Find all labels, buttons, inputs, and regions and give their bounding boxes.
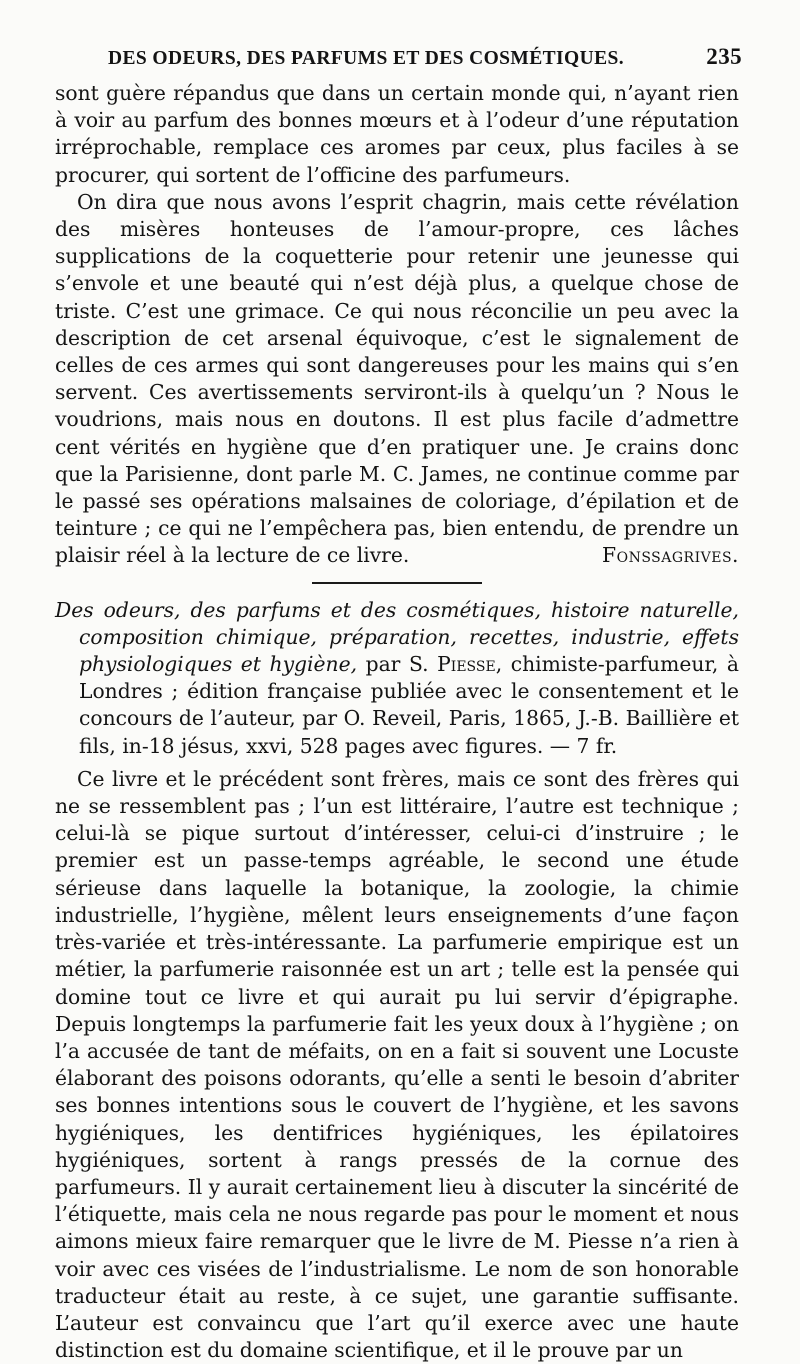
page-number: 235: [706, 44, 742, 69]
review1-paragraph-2: [55, 189, 739, 570]
citation-details: , chimiste-parfumeur, à Londres ; édition française publiée avec le consentement et le concours de l’auteur, par O. Reveil, Paris, 1865, J.-B. Baillière et fils, in-18 jésus, xxvi, 528 pages avec figures. — 7 fr.: [79, 652, 739, 758]
section-divider: [312, 582, 482, 584]
running-title: DES ODEURS, DES PARFUMS ET DES COSMÉTIQUES.: [108, 48, 625, 69]
author-prefix: par S.: [365, 652, 429, 677]
page-body: [55, 80, 739, 1364]
running-header: [108, 44, 742, 70]
review1-paragraph-2-text: On dira que nous avons l’esprit chagrin, mais cette révélation des misères honteuses de l’amour-propre, ces lâches supplications de la coquetterie pour retenir une jeunesse qui s’envole et une beauté qui n’est déjà plus, a quelque chose de triste. C’est une grimace. Ce qui nous réconcilie un peu avec la description de cet arsenal équivoque, c’est le signalement de celles de ces armes qui sont dangereuses pour les mains qui s’en servent. Ces avertissements serviront-ils à quelqu’un ? Nous le voudrions, mais nous en doutons. Il est plus facile d’admettre cent vérités en hygiène que d’en pratiquer une. Je crains donc que la Parisienne, dont parle M. C. James, ne continue comme par le passé ses opérations malsaines de coloriage, d’épilation et de teinture ; ce qui ne l’empêchera pas, bien entendu, de prendre un plaisir réel à la lecture de ce livre.: [55, 189, 739, 568]
review-signature: Fonssagrives.: [602, 543, 739, 568]
review1-paragraph-1: sont guère répandus que dans un certain monde qui, n’ayant rien à voir au parfum des bonnes mœurs et à l’odeur d’une réputation irréprochable, remplace ces aromes par ceux, plus faciles à se procurer, qui sortent de l’officine des parfumeurs.: [55, 81, 739, 187]
review2-paragraph-1: Ce livre et le précédent sont frères, mais ce sont des frères qui ne se ressemblent pas ; l’un est littéraire, l’autre est technique ; celui-là se pique surtout d’intéresser, celui-ci d’instruire ; le premier est un passe-temps agréable, le second une étude sérieuse dans laquelle la botanique, la zoologie, la chimie industrielle, l’hygiène, mêlent leurs enseignements d’une façon très-variée et très-intéressante. La parfumerie empirique est un métier, la parfumerie raisonnée est un art ; telle est la pensée qui domine tout ce livre et qui aurait pu lui servir d’épigraphe. Depuis longtemps la parfumerie fait les yeux doux à l’hygiène ; on l’a accusée de tant de méfaits, on en a fait si souvent une Locuste élaborant des poisons odorants, qu’elle a senti le besoin d’abriter ses bonnes intentions sous le couvert de l’hygiène, et les savons hygiéniques, les dentifrices hygiéniques, les épilatoires hygiéniques, sortent à rangs pressés de la cornue des parfumeurs. Il y aurait certainement lieu à discuter la sincérité de l’étiquette, mais cela ne nous regarde pas pour le moment et nous aimons mieux faire remarquer que le livre de M. Piesse n’a rien à voir avec ces visées de l’industrialisme. Le nom de son honorable traducteur était au reste, à ce sujet, une garantie suffisante. L’auteur est convaincu que l’art qu’il exerce avec une haute distinction est du domaine scientifique, et il le prouve par un: [55, 766, 739, 1363]
author-name: Piesse: [437, 652, 496, 677]
review2-citation: [55, 597, 739, 760]
book-title: Des odeurs, des parfums et des cosmétiques, histoire naturelle, composition chimique, préparation, recettes, industrie, effets physiologiques et hygiène,: [55, 597, 739, 677]
